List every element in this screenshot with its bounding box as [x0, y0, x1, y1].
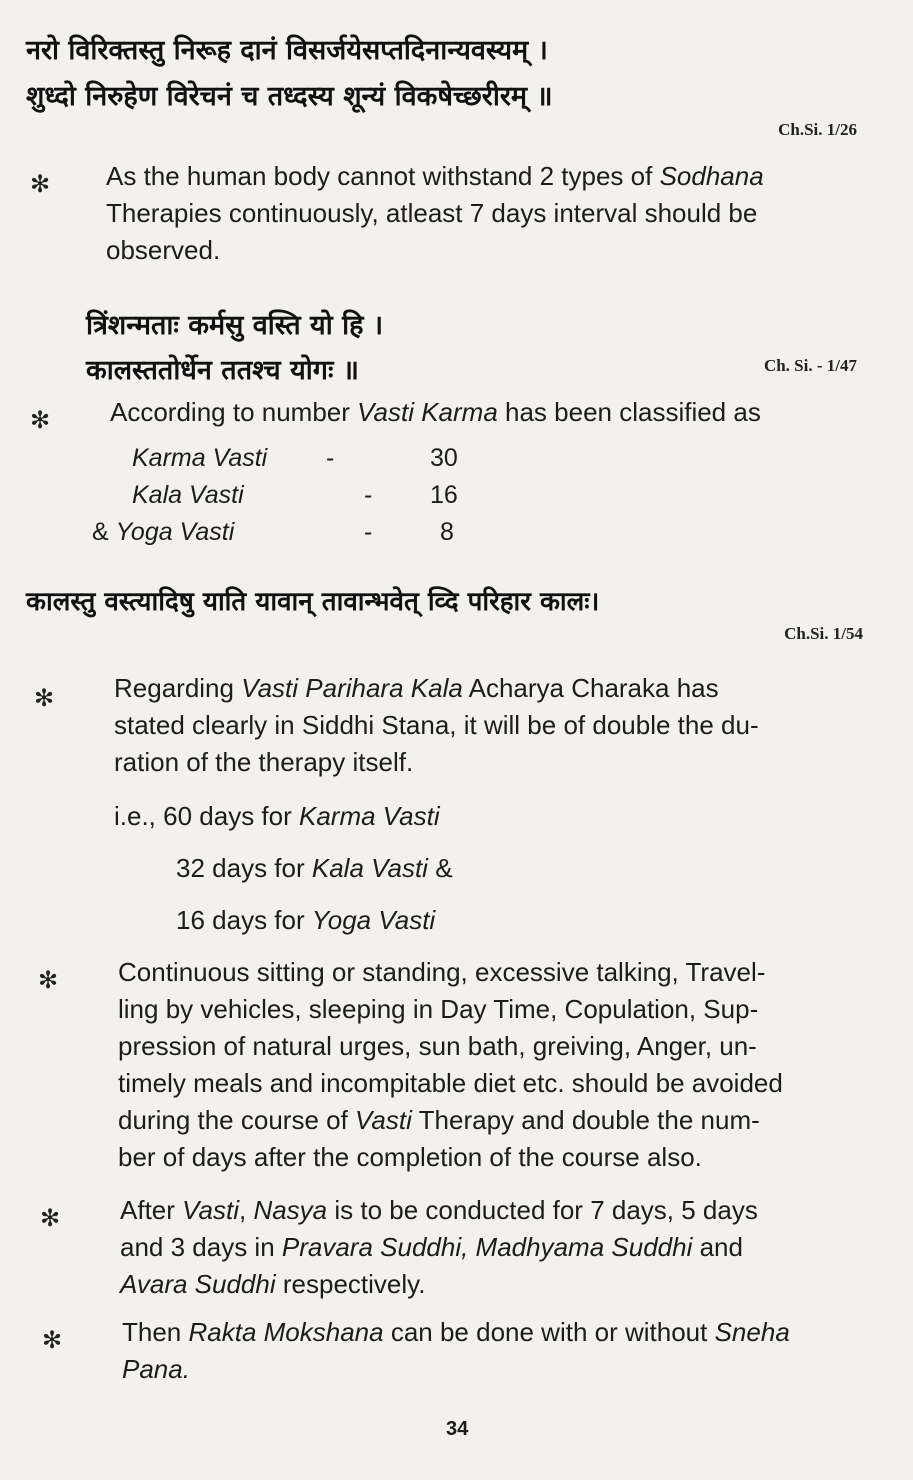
verse-reference: Ch.Si. 1/54: [784, 624, 863, 643]
paragraph: Regarding Vasti Parihara Kala Acharya Charaka has stated clearly in Siddhi Stana, it will be of double the du- ration of the therapy itself.: [114, 673, 759, 777]
bullet-asterisk-icon: ✻: [30, 406, 51, 434]
bullet-asterisk-icon: ✻: [40, 1204, 61, 1232]
sanskrit-verse-line: कालस्तु वस्त्यादिषु याति यावान् तावान्भवेत् व्दि परिहार कालः।: [26, 587, 600, 617]
table-cell: 16: [430, 481, 458, 509]
paragraph: Continuous sitting or standing, excessive talking, Travel- ling by vehicles, sleeping in Day Time, Copulation, Sup- pression of natural urges, sun bath, greiving, Anger, un- timely meals and incompitable diet etc. should be avoided during the course of Vasti Therapy and double the num- ber of days after the completion of the course also.: [118, 957, 783, 1172]
duration-line: 16 days for Yoga Vasti: [176, 905, 436, 935]
paragraph: After Vasti, Nasya is to be conducted for 7 days, 5 days and 3 days in Pravara Suddhi, Madhyama Suddhi and Avara Suddhi respectively.: [120, 1195, 758, 1299]
sanskrit-verse-line: नरो विरिक्तस्तु निरूह दानं विसर्जयेसप्तदिनान्यवस्यम् ।: [26, 35, 548, 66]
sanskrit-verse-line: त्रिंशन्मताः कर्मसु वस्ति यो हि ।: [86, 310, 384, 341]
page-number: 34: [446, 1418, 469, 1440]
bullet-asterisk-icon: ✻: [38, 966, 59, 994]
table-cell: -: [364, 518, 373, 546]
table-cell: 30: [430, 444, 458, 472]
duration-line: 32 days for Kala Vasti &: [176, 853, 453, 883]
table-row: Karma Vasti: [132, 444, 268, 472]
verse-reference: Ch.Si. 1/26: [778, 120, 857, 139]
paragraph: According to number Vasti Karma has been classified as: [110, 397, 761, 427]
paragraph: As the human body cannot withstand 2 types of Sodhana Therapies continuously, atleast 7 days interval should be observed.: [106, 161, 764, 265]
table-cell: 8: [440, 518, 454, 546]
verse-reference: Ch. Si. - 1/47: [763, 356, 857, 375]
sanskrit-verse-line: कालस्ततोर्धेन ततश्च योगः ॥: [86, 355, 359, 386]
paragraph: Then Rakta Mokshana can be done with or without Sneha Pana.: [122, 1317, 790, 1384]
table-row: & Yoga Vasti: [92, 518, 235, 546]
bullet-asterisk-icon: ✻: [34, 684, 55, 712]
duration-line: i.e., 60 days for Karma Vasti: [114, 801, 440, 831]
table-cell: -: [326, 444, 335, 472]
table-row: Kala Vasti: [132, 481, 244, 509]
sanskrit-verse-line: शुध्दो निरुहेण विरेचनं च तध्दस्य शून्यं विकषेच्छरीरम् ॥: [26, 81, 553, 112]
bullet-asterisk-icon: ✻: [42, 1326, 63, 1354]
bullet-asterisk-icon: ✻: [30, 170, 51, 198]
table-cell: -: [364, 481, 373, 509]
